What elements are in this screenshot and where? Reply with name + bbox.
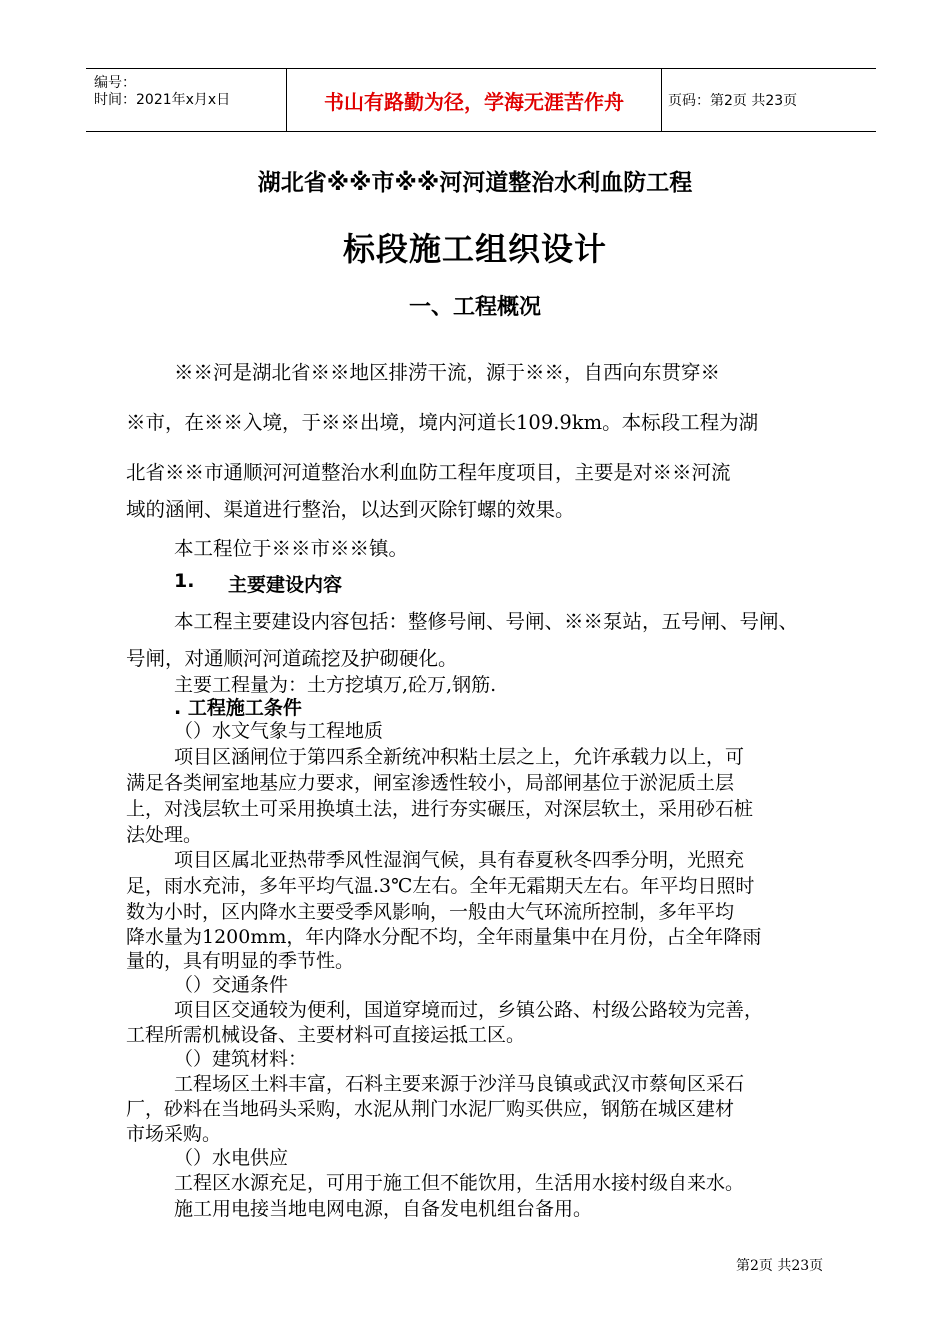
- header-motto: 书山有路勤为径，学海无涯苦作舟: [286, 69, 662, 131]
- section-heading-conditions: . 工程施工条件: [174, 697, 302, 719]
- document-title-line1: 湖北省※※市※※河河道整治水利血防工程: [257, 170, 693, 196]
- document-number: 编号：: [94, 75, 136, 91]
- document-title-line2: 标段施工组织设计: [342, 230, 607, 268]
- paragraph-line: 号闸，对通顺河河道疏挖及护砌硬化。: [126, 647, 458, 670]
- section-number: 1.: [174, 570, 195, 592]
- paragraph-line: ※※河是湖北省※※地区排涝干流，源于※※，自西向东贯穿※: [174, 361, 721, 384]
- subsection-heading: （）水文气象与工程地质: [174, 720, 384, 742]
- paragraph-line: 厂，砂料在当地码头采购，水泥从荆门水泥厂购买供应，钢筋在城区建材: [126, 1098, 735, 1120]
- paragraph-line: 工程所需机械设备、主要材料可直接运抵工区。: [126, 1024, 526, 1046]
- header-page-number: 页码：第2页 共23页: [668, 93, 798, 109]
- paragraph-line: 项目区属北亚热带季风性湿润气候，具有春夏秋冬四季分明，光照充: [174, 849, 745, 871]
- paragraph-line: 本工程位于※※市※※镇。: [174, 537, 409, 560]
- paragraph-line: 上，对浅层软土可采用换填土法，进行夯实碾压，对深层软土，采用砂石桩: [126, 798, 754, 820]
- paragraph-line: 施工用电接当地电网电源，自备发电机组台备用。: [174, 1198, 593, 1220]
- paragraph-line: 本工程主要建设内容包括：整修号闸、号闸、※※泵站，五号闸、号闸、: [174, 610, 799, 633]
- paragraph-line: 北省※※市通顺河河道整治水利血防工程年度项目，主要是对※※河流: [126, 461, 731, 484]
- paragraph-line: 降水量为1200mm，年内降水分配不均，全年雨量集中在月份，占全年降雨: [126, 926, 762, 948]
- paragraph-line: 项目区交通较为便利，国道穿境而过，乡镇公路、村级公路较为完善，: [174, 999, 764, 1021]
- paragraph-line: 市场采购。: [126, 1123, 222, 1145]
- paragraph-line: 项目区涵闸位于第四系全新统冲积粘土层之上，允许承载力以上，可: [174, 746, 745, 768]
- document-time: 时间：2021年x月x日: [94, 92, 231, 108]
- paragraph-line: 足，雨水充沛，多年平均气温.3℃左右。全年无霜期天左右。年平均日照时: [126, 875, 755, 897]
- paragraph-line: 法处理。: [126, 824, 203, 846]
- section-heading-construction: 主要建设内容: [228, 574, 343, 596]
- paragraph-line: 满足各类闸室地基应力要求，闸室渗透性较小，局部闸基位于淤泥质土层: [126, 772, 735, 794]
- section-heading-overview: 一、工程概况: [408, 295, 541, 320]
- paragraph-line: 域的涵闸、渠道进行整治，以达到灭除钉螺的效果。: [126, 498, 575, 521]
- subsection-heading: （）建筑材料：: [174, 1048, 308, 1070]
- subsection-heading: （）交通条件: [174, 974, 289, 996]
- paragraph-line: 工程区水源充足，可用于施工但不能饮用，生活用水接村级自来水。: [174, 1172, 745, 1194]
- header-meta: [86, 69, 286, 131]
- paragraph-line: 数为小时，区内降水主要受季风影响，一般由大气环流所控制，多年平均: [126, 901, 735, 923]
- page-header: [86, 68, 876, 132]
- subsection-heading: （）水电供应: [174, 1147, 289, 1169]
- page-footer: 第2页 共23页: [736, 1258, 824, 1274]
- paragraph-line: 工程场区土料丰富，石料主要来源于沙洋马良镇或武汉市蔡甸区采石: [174, 1073, 745, 1095]
- paragraph-line: 量的，具有明显的季节性。: [126, 950, 355, 972]
- paragraph-line: ※市，在※※入境，于※※出境，境内河道长109.9km。本标段工程为湖: [126, 411, 759, 434]
- paragraph-line: 主要工程量为：土方挖填万,砼万,钢筋.: [174, 674, 497, 696]
